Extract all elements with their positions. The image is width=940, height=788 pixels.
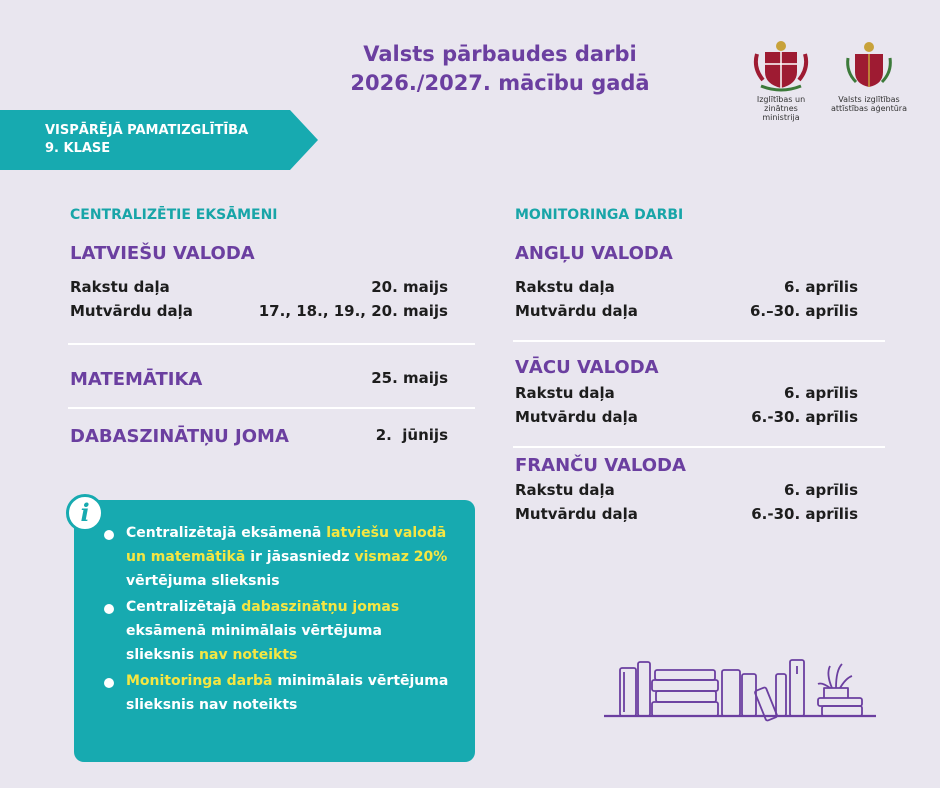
page-title bbox=[300, 40, 700, 98]
bullet-dot bbox=[104, 678, 114, 688]
german-written-label: Rakstu daļa bbox=[515, 384, 615, 402]
german-oral-date: 6.-30. aprīlis bbox=[751, 408, 858, 426]
french-oral-label: Mutvārdu daļa bbox=[515, 505, 638, 523]
french-written-date: 6. aprīlis bbox=[784, 481, 858, 499]
latvian-oral-label: Mutvārdu daļa bbox=[70, 302, 193, 320]
french-oral-date: 6.-30. aprīlis bbox=[751, 505, 858, 523]
latvian-written-label: Rakstu daļa bbox=[70, 278, 170, 296]
french-subject: FRANČU VALODA bbox=[515, 455, 686, 476]
latvia-coat-of-arms-icon bbox=[751, 40, 811, 92]
latvia-small-coat-of-arms-icon bbox=[844, 40, 894, 92]
banner-level: VISPĀRĒJĀ PAMATIZGLĪTĪBA bbox=[45, 123, 249, 138]
monitoring-heading: MONITORINGA DARBI bbox=[515, 207, 684, 223]
agency-caption-1: Valsts izglītības bbox=[838, 95, 900, 104]
bullet-dot bbox=[104, 530, 114, 540]
divider bbox=[68, 407, 475, 409]
ministry-caption-2: ministrija bbox=[762, 113, 800, 122]
banner-grade: 9. KLASE bbox=[45, 141, 111, 156]
latvian-oral-date: 17., 18., 19., 20. maijs bbox=[258, 302, 448, 320]
ministry-logo bbox=[741, 40, 821, 122]
agency-caption-2: attīstības aģentūra bbox=[831, 104, 907, 113]
english-oral-label: Mutvārdu daļa bbox=[515, 302, 638, 320]
english-written-date: 6. aprīlis bbox=[784, 278, 858, 296]
german-oral-label: Mutvārdu daļa bbox=[515, 408, 638, 426]
math-subject: MATEMĀTIKA bbox=[70, 369, 203, 390]
agency-logo bbox=[829, 40, 909, 113]
english-subject: ANGĻU VALODA bbox=[515, 243, 673, 264]
info-bullet-1: Centralizētajā eksāmenā latviešu valodā un matemātikā ir jāsasniedz vismaz 20% vērtējuma slieksnis bbox=[126, 525, 448, 589]
german-written-date: 6. aprīlis bbox=[784, 384, 858, 402]
divider bbox=[513, 446, 885, 448]
level-banner bbox=[0, 110, 318, 170]
latvian-written-date: 20. maijs bbox=[371, 278, 448, 296]
info-bullet-3: Monitoringa darbā minimālais vērtējuma slieksnis nav noteikts bbox=[126, 673, 449, 713]
latvian-subject: LATVIEŠU VALODA bbox=[70, 243, 255, 264]
divider bbox=[513, 340, 885, 342]
centralized-heading: CENTRALIZĒTIE EKSĀMENI bbox=[70, 207, 278, 223]
divider bbox=[68, 343, 475, 345]
ministry-caption-1: Izglītības un zinātnes bbox=[756, 95, 806, 113]
title-line-1: Valsts pārbaudes darbi bbox=[363, 42, 637, 66]
bookshelf-icon bbox=[600, 648, 880, 728]
info-icon: i bbox=[66, 494, 104, 532]
german-subject: VĀCU VALODA bbox=[515, 357, 659, 378]
science-subject: DABASZINĀTŅU JOMA bbox=[70, 426, 289, 447]
english-written-label: Rakstu daļa bbox=[515, 278, 615, 296]
bullet-dot bbox=[104, 604, 114, 614]
french-written-label: Rakstu daļa bbox=[515, 481, 615, 499]
math-date: 25. maijs bbox=[371, 369, 448, 387]
english-oral-date: 6.–30. aprīlis bbox=[749, 302, 858, 320]
info-bullet-2: Centralizētajā dabaszinātņu jomas eksāmenā minimālais vērtējuma slieksnis nav noteikts bbox=[126, 599, 400, 663]
science-date: 2. jūnijs bbox=[375, 426, 448, 444]
title-line-2: 2026./2027. mācību gadā bbox=[350, 71, 650, 95]
